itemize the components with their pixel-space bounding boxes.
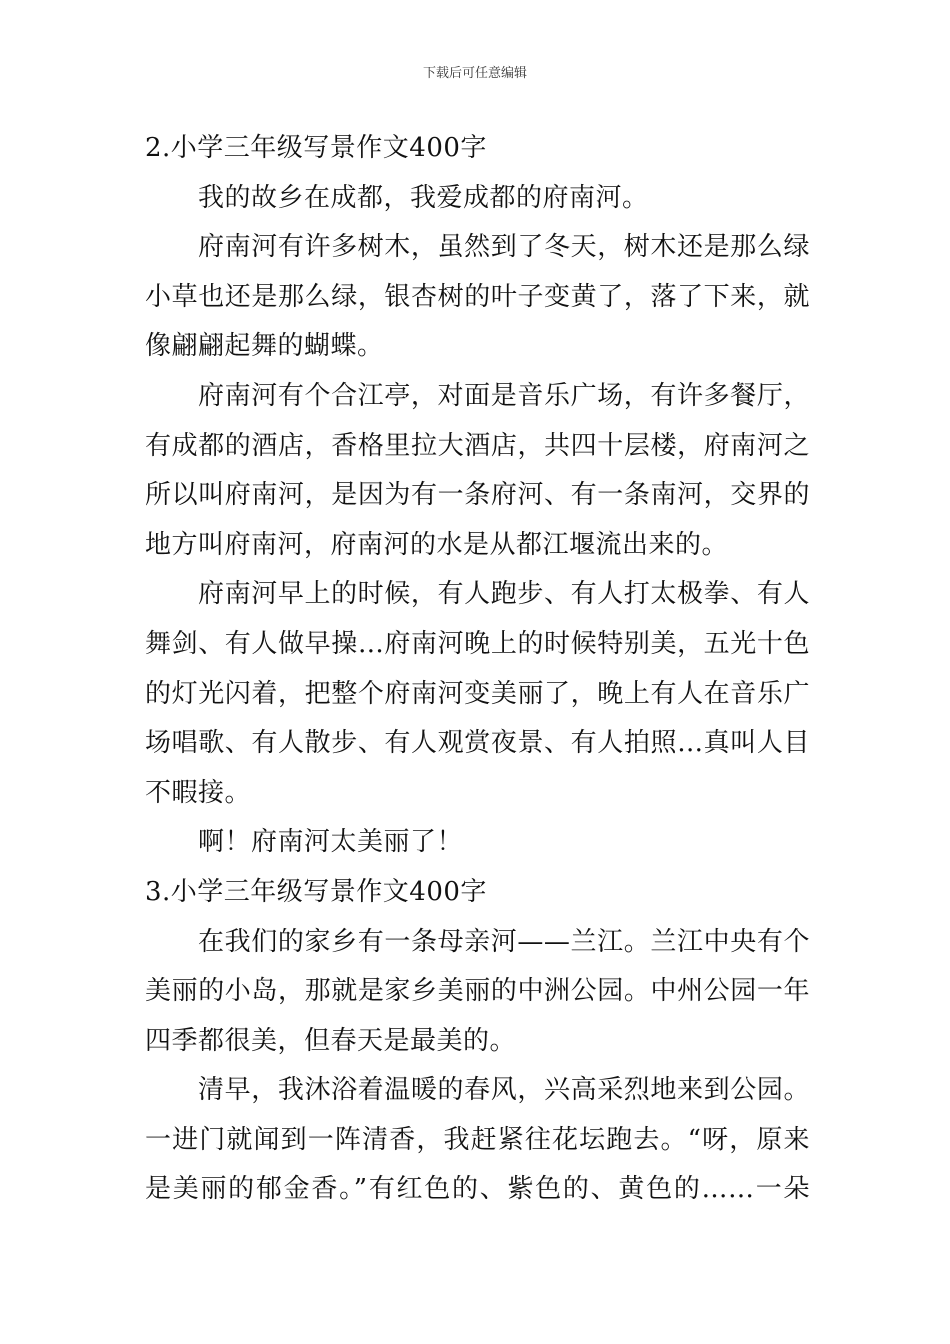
paragraph-line: 啊！府南河太美丽了！ [198, 827, 464, 858]
paragraph-line: 地方叫府南河，府南河的水是从都江堰流出来的。 [145, 529, 729, 560]
paragraph-line: 像翩翩起舞的蝴蝶。 [145, 331, 384, 362]
paragraph-line: 府南河有个合江亭，对面是音乐广场，有许多餐厅， [198, 380, 810, 411]
paragraph-line: 府南河有许多树木，虽然到了冬天，树木还是那么绿 [198, 232, 810, 263]
paragraph-line: 的灯光闪着，把整个府南河变美丽了，晚上有人在音乐广 [145, 678, 810, 709]
paragraph-line: 有成都的酒店，香格里拉大酒店，共四十层楼，府南河之 [145, 430, 810, 461]
paragraph-line: 四季都很美，但春天是最美的。 [145, 1025, 517, 1056]
paragraph-line: 我的故乡在成都，我爱成都的府南河。 [198, 182, 649, 213]
paragraph-line: 府南河早上的时候，有人跑步、有人打太极拳、有人 [198, 579, 810, 610]
paragraph-line: 是美丽的郁金香。”有红色的、紫色的、黄色的……一朵 [145, 1174, 810, 1205]
paragraph-line: 一进门就闻到一阵清香，我赶紧往花坛跑去。“呀，原来 [145, 1124, 810, 1155]
paragraph-line: 小草也还是那么绿，银杏树的叶子变黄了，落了下来，就 [145, 281, 810, 312]
paragraph-line: 场唱歌、有人散步、有人观赏夜景、有人拍照…真叫人目 [145, 728, 810, 759]
section-heading: 2.小学三年级写景作文400字 [145, 133, 487, 163]
paragraph-line: 舞剑、有人做早操…府南河晚上的时候特别美，五光十色 [145, 628, 810, 659]
paragraph-line: 不暇接。 [145, 777, 252, 808]
paragraph-line: 所以叫府南河，是因为有一条府河、有一条南河，交界的 [145, 480, 810, 511]
section-heading: 3.小学三年级写景作文400字 [145, 876, 487, 907]
paragraph-line: 清早，我沐浴着温暖的春风，兴高采烈地来到公园。 [198, 1075, 810, 1106]
paragraph-line: 美丽的小岛，那就是家乡美丽的中洲公园。中州公园一年 [145, 976, 810, 1007]
document-body [145, 124, 810, 1215]
paragraph-line: 在我们的家乡有一条母亲河——兰江。兰江中央有个 [198, 926, 810, 957]
page-header-note: 下载后可任意编辑 [422, 66, 527, 81]
